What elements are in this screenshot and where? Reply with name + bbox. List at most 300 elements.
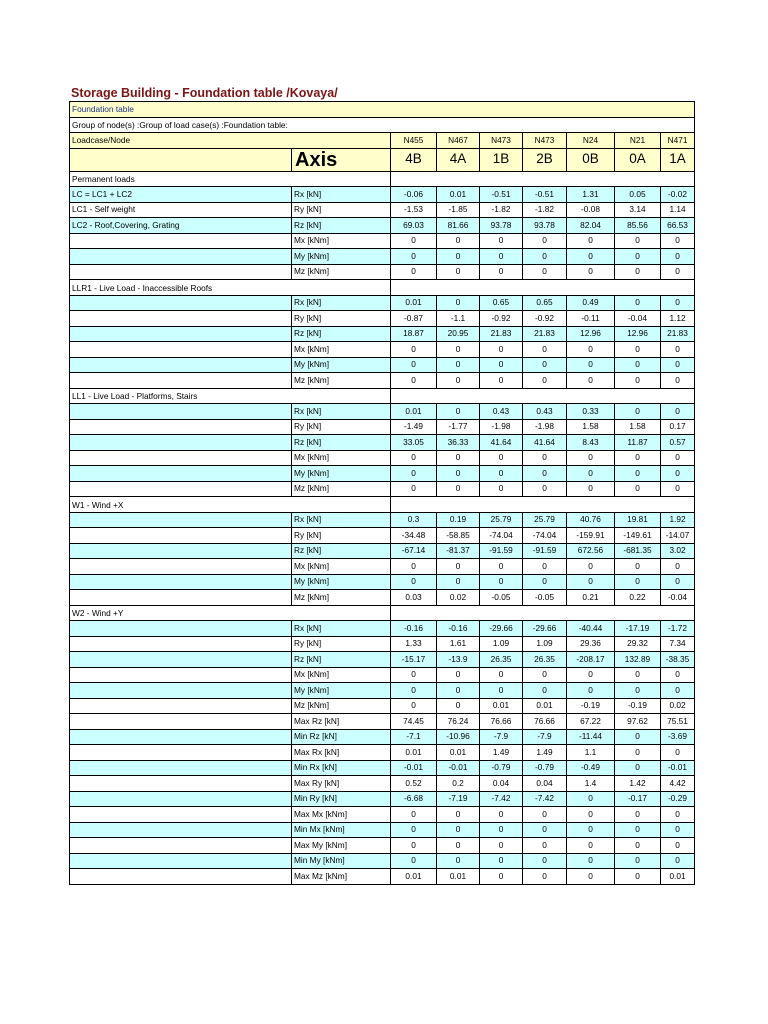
table-row bbox=[70, 311, 695, 327]
summary-value-cell: 0 bbox=[437, 807, 480, 823]
load-case-label bbox=[70, 326, 292, 342]
summary-value-cell: 4.42 bbox=[661, 776, 695, 792]
value-cell: 0 bbox=[523, 264, 567, 280]
value-cell: 69.03 bbox=[391, 218, 437, 234]
value-cell: 0 bbox=[615, 357, 661, 373]
document-title: Storage Building - Foundation table /Kovaya/ bbox=[71, 86, 338, 100]
value-cell: 0 bbox=[523, 574, 567, 590]
value-cell: 20.95 bbox=[437, 326, 480, 342]
summary-value-cell: 0 bbox=[567, 853, 615, 869]
summary-param-label: Max Ry [kN] bbox=[292, 776, 391, 792]
param-label: Rx [kN] bbox=[292, 621, 391, 637]
node-header-row bbox=[70, 133, 695, 149]
summary-param-label: Min Rz [kN] bbox=[292, 729, 391, 745]
value-cell: 25.79 bbox=[480, 512, 523, 528]
value-cell: 0 bbox=[437, 233, 480, 249]
value-cell: 0.43 bbox=[480, 404, 523, 420]
load-case-label bbox=[70, 466, 292, 482]
value-cell: 0 bbox=[437, 667, 480, 683]
summary-value-cell: 0 bbox=[615, 729, 661, 745]
value-cell: -91.59 bbox=[480, 543, 523, 559]
summary-row bbox=[70, 760, 695, 776]
group-line: Group of node(s) :Group of load case(s) :Foundation table: bbox=[70, 117, 695, 133]
load-case-label bbox=[70, 264, 292, 280]
value-cell: -81.37 bbox=[437, 543, 480, 559]
table-row bbox=[70, 450, 695, 466]
param-label: Mx [kNm] bbox=[292, 233, 391, 249]
value-cell: 0 bbox=[615, 559, 661, 575]
load-case-label bbox=[70, 574, 292, 590]
value-cell: 0 bbox=[523, 450, 567, 466]
value-cell: 0 bbox=[567, 450, 615, 466]
table-caption: Foundation table bbox=[70, 102, 695, 118]
value-cell: -0.16 bbox=[437, 621, 480, 637]
summary-value-cell: 0.01 bbox=[391, 869, 437, 885]
axis-value: 4A bbox=[437, 148, 480, 171]
summary-value-cell: 76.66 bbox=[523, 714, 567, 730]
axis-value: 0A bbox=[615, 148, 661, 171]
summary-row bbox=[70, 869, 695, 885]
table-row bbox=[70, 698, 695, 714]
value-cell: 0.01 bbox=[480, 698, 523, 714]
value-cell: 0 bbox=[661, 466, 695, 482]
value-cell: 0 bbox=[615, 481, 661, 497]
table-row bbox=[70, 481, 695, 497]
value-cell: -0.06 bbox=[391, 187, 437, 203]
summary-value-cell: 0 bbox=[615, 807, 661, 823]
summary-value-cell: 0 bbox=[480, 853, 523, 869]
summary-param-label: Max Rx [kN] bbox=[292, 745, 391, 761]
section-header-row bbox=[70, 497, 695, 513]
value-cell: 1.92 bbox=[661, 512, 695, 528]
load-case-title: LL1 - Live Load - Platforms, Stairs bbox=[70, 388, 391, 404]
param-label: My [kNm] bbox=[292, 249, 391, 265]
value-cell: 0.33 bbox=[567, 404, 615, 420]
value-cell: 0 bbox=[523, 481, 567, 497]
value-cell: -1.85 bbox=[437, 202, 480, 218]
value-cell: 0 bbox=[567, 233, 615, 249]
table-row bbox=[70, 419, 695, 435]
value-cell: 0 bbox=[661, 683, 695, 699]
table-row bbox=[70, 295, 695, 311]
summary-value-cell: 0 bbox=[615, 745, 661, 761]
value-cell: 81.66 bbox=[437, 218, 480, 234]
load-case-label bbox=[70, 652, 292, 668]
summary-value-cell: -7.1 bbox=[391, 729, 437, 745]
table-row bbox=[70, 543, 695, 559]
value-cell: 8.43 bbox=[567, 435, 615, 451]
value-cell: 0 bbox=[567, 574, 615, 590]
value-cell: 0 bbox=[391, 683, 437, 699]
param-label: Ry [kN] bbox=[292, 202, 391, 218]
value-cell: 26.35 bbox=[480, 652, 523, 668]
load-case-label bbox=[70, 621, 292, 637]
summary-value-cell: 0 bbox=[480, 807, 523, 823]
value-cell: 0 bbox=[661, 373, 695, 389]
value-cell: -40.44 bbox=[567, 621, 615, 637]
param-label: Ry [kN] bbox=[292, 311, 391, 327]
value-cell: 36.33 bbox=[437, 435, 480, 451]
summary-value-cell: -0.49 bbox=[567, 760, 615, 776]
summary-value-cell: 0 bbox=[567, 869, 615, 885]
summary-value-cell: -11.44 bbox=[567, 729, 615, 745]
value-cell: -0.87 bbox=[391, 311, 437, 327]
value-cell: 0.3 bbox=[391, 512, 437, 528]
param-label: Mx [kNm] bbox=[292, 342, 391, 358]
value-cell: -13.9 bbox=[437, 652, 480, 668]
value-cell: 19.81 bbox=[615, 512, 661, 528]
value-cell: 85.56 bbox=[615, 218, 661, 234]
summary-value-cell: 0 bbox=[391, 822, 437, 838]
value-cell: 1.61 bbox=[437, 636, 480, 652]
summary-empty bbox=[70, 869, 292, 885]
summary-value-cell: 0 bbox=[567, 822, 615, 838]
foundation-table bbox=[69, 101, 695, 885]
value-cell: 0 bbox=[567, 481, 615, 497]
load-case-label bbox=[70, 357, 292, 373]
table-row bbox=[70, 404, 695, 420]
param-label: My [kNm] bbox=[292, 683, 391, 699]
value-cell: 0 bbox=[391, 249, 437, 265]
load-case-label bbox=[70, 404, 292, 420]
summary-value-cell: 0 bbox=[567, 807, 615, 823]
value-cell: 0.02 bbox=[661, 698, 695, 714]
value-cell: 12.96 bbox=[615, 326, 661, 342]
summary-value-cell: 0 bbox=[615, 838, 661, 854]
value-cell: 0 bbox=[523, 233, 567, 249]
summary-value-cell: 74.45 bbox=[391, 714, 437, 730]
table-row bbox=[70, 667, 695, 683]
value-cell: -0.08 bbox=[567, 202, 615, 218]
summary-row bbox=[70, 745, 695, 761]
summary-value-cell: 0.52 bbox=[391, 776, 437, 792]
summary-empty bbox=[70, 853, 292, 869]
value-cell: 29.36 bbox=[567, 636, 615, 652]
node-id: N455 bbox=[391, 133, 437, 149]
value-cell: 0 bbox=[480, 574, 523, 590]
table-row bbox=[70, 528, 695, 544]
value-cell: 0 bbox=[615, 295, 661, 311]
param-label: Rx [kN] bbox=[292, 295, 391, 311]
value-cell: 0 bbox=[480, 667, 523, 683]
value-cell: 0 bbox=[480, 264, 523, 280]
value-cell: 0 bbox=[567, 264, 615, 280]
value-cell: 0 bbox=[661, 481, 695, 497]
value-cell: 0 bbox=[615, 683, 661, 699]
value-cell: -58.85 bbox=[437, 528, 480, 544]
summary-empty bbox=[70, 822, 292, 838]
param-label: Ry [kN] bbox=[292, 636, 391, 652]
value-cell: 0 bbox=[567, 357, 615, 373]
summary-value-cell: 1.1 bbox=[567, 745, 615, 761]
value-cell: -149.61 bbox=[615, 528, 661, 544]
value-cell: 0 bbox=[437, 559, 480, 575]
table-row bbox=[70, 326, 695, 342]
summary-value-cell: 0 bbox=[437, 853, 480, 869]
value-cell: -74.04 bbox=[480, 528, 523, 544]
axis-value: 4B bbox=[391, 148, 437, 171]
load-case-label bbox=[70, 373, 292, 389]
value-cell: 0 bbox=[523, 373, 567, 389]
value-cell: -0.16 bbox=[391, 621, 437, 637]
value-cell: 93.78 bbox=[523, 218, 567, 234]
summary-value-cell: 0 bbox=[523, 869, 567, 885]
value-cell: -91.59 bbox=[523, 543, 567, 559]
value-cell: 0 bbox=[567, 342, 615, 358]
summary-value-cell: 0 bbox=[523, 853, 567, 869]
value-cell: 0 bbox=[523, 667, 567, 683]
value-cell: 0 bbox=[661, 667, 695, 683]
value-cell: -1.82 bbox=[480, 202, 523, 218]
summary-row bbox=[70, 791, 695, 807]
value-cell: -1.98 bbox=[480, 419, 523, 435]
summary-value-cell: -7.42 bbox=[523, 791, 567, 807]
summary-param-label: Min Rx [kN] bbox=[292, 760, 391, 776]
param-label: Ry [kN] bbox=[292, 419, 391, 435]
summary-row bbox=[70, 807, 695, 823]
summary-value-cell: -0.79 bbox=[523, 760, 567, 776]
value-cell: 3.14 bbox=[615, 202, 661, 218]
param-label: Rz [kN] bbox=[292, 435, 391, 451]
value-cell: 0 bbox=[391, 233, 437, 249]
param-label: Rx [kN] bbox=[292, 512, 391, 528]
value-cell: 0 bbox=[615, 342, 661, 358]
load-case-label bbox=[70, 528, 292, 544]
value-cell: 0 bbox=[615, 450, 661, 466]
value-cell: 0 bbox=[480, 450, 523, 466]
load-case-label bbox=[70, 295, 292, 311]
value-cell: 672.56 bbox=[567, 543, 615, 559]
param-label: Rx [kN] bbox=[292, 404, 391, 420]
value-cell: -0.11 bbox=[567, 311, 615, 327]
summary-value-cell: 0 bbox=[437, 838, 480, 854]
value-cell: -67.14 bbox=[391, 543, 437, 559]
value-cell: 0.03 bbox=[391, 590, 437, 606]
table-row bbox=[70, 187, 695, 203]
summary-value-cell: -7.42 bbox=[480, 791, 523, 807]
table-row bbox=[70, 512, 695, 528]
summary-value-cell: 0.04 bbox=[480, 776, 523, 792]
load-case-label bbox=[70, 543, 292, 559]
summary-value-cell: -10.96 bbox=[437, 729, 480, 745]
load-case-title: LLR1 - Live Load - Inaccessible Roofs bbox=[70, 280, 391, 296]
value-cell: 3.02 bbox=[661, 543, 695, 559]
summary-value-cell: 0 bbox=[391, 807, 437, 823]
value-cell: -0.51 bbox=[480, 187, 523, 203]
value-cell: 0 bbox=[391, 667, 437, 683]
axis-value: 1B bbox=[480, 148, 523, 171]
value-cell: -0.05 bbox=[523, 590, 567, 606]
value-cell: 0 bbox=[391, 574, 437, 590]
value-cell: 0 bbox=[437, 404, 480, 420]
value-cell: 1.58 bbox=[567, 419, 615, 435]
summary-empty bbox=[70, 776, 292, 792]
node-id: N471 bbox=[661, 133, 695, 149]
table-row bbox=[70, 621, 695, 637]
value-cell: 0 bbox=[615, 466, 661, 482]
summary-value-cell: -0.01 bbox=[661, 760, 695, 776]
value-cell: 0 bbox=[391, 466, 437, 482]
value-cell: 0.05 bbox=[615, 187, 661, 203]
value-cell: -1.53 bbox=[391, 202, 437, 218]
summary-value-cell: -0.17 bbox=[615, 791, 661, 807]
value-cell: 1.31 bbox=[567, 187, 615, 203]
value-cell: 0 bbox=[480, 233, 523, 249]
value-cell: 0.57 bbox=[661, 435, 695, 451]
value-cell: 93.78 bbox=[480, 218, 523, 234]
value-cell: 0 bbox=[391, 342, 437, 358]
summary-value-cell: 0 bbox=[567, 838, 615, 854]
load-case-title: Permanent loads bbox=[70, 171, 391, 187]
value-cell: 0 bbox=[661, 295, 695, 311]
value-cell: 33.05 bbox=[391, 435, 437, 451]
section-spacer bbox=[391, 605, 695, 621]
value-cell: -0.04 bbox=[615, 311, 661, 327]
value-cell: 0.01 bbox=[391, 404, 437, 420]
summary-value-cell: 0 bbox=[523, 838, 567, 854]
value-cell: 0 bbox=[437, 264, 480, 280]
value-cell: 1.09 bbox=[523, 636, 567, 652]
summary-value-cell: -6.68 bbox=[391, 791, 437, 807]
table-row bbox=[70, 373, 695, 389]
value-cell: 0 bbox=[437, 481, 480, 497]
summary-value-cell: -0.01 bbox=[391, 760, 437, 776]
value-cell: 0.22 bbox=[615, 590, 661, 606]
value-cell: 0 bbox=[615, 404, 661, 420]
summary-row bbox=[70, 776, 695, 792]
value-cell: 1.09 bbox=[480, 636, 523, 652]
value-cell: -34.48 bbox=[391, 528, 437, 544]
group-row bbox=[70, 117, 695, 133]
load-case-label bbox=[70, 311, 292, 327]
summary-empty bbox=[70, 760, 292, 776]
section-spacer bbox=[391, 497, 695, 513]
section-header-row bbox=[70, 280, 695, 296]
value-cell: 41.64 bbox=[480, 435, 523, 451]
table-row bbox=[70, 218, 695, 234]
summary-value-cell: 0 bbox=[615, 869, 661, 885]
value-cell: 0 bbox=[615, 667, 661, 683]
param-label: Rz [kN] bbox=[292, 543, 391, 559]
summary-empty bbox=[70, 714, 292, 730]
value-cell: 0 bbox=[661, 574, 695, 590]
value-cell: -1.72 bbox=[661, 621, 695, 637]
value-cell: 0 bbox=[615, 233, 661, 249]
value-cell: 0 bbox=[391, 264, 437, 280]
summary-param-label: Min Ry [kN] bbox=[292, 791, 391, 807]
summary-row bbox=[70, 838, 695, 854]
value-cell: 0 bbox=[391, 450, 437, 466]
node-id: N473 bbox=[523, 133, 567, 149]
summary-value-cell: 0 bbox=[661, 822, 695, 838]
value-cell: 0 bbox=[615, 264, 661, 280]
summary-value-cell: 0.2 bbox=[437, 776, 480, 792]
summary-row bbox=[70, 729, 695, 745]
load-case-title: W1 - Wind +X bbox=[70, 497, 391, 513]
table-row bbox=[70, 636, 695, 652]
summary-value-cell: -7.9 bbox=[480, 729, 523, 745]
value-cell: -0.02 bbox=[661, 187, 695, 203]
value-cell: 0 bbox=[567, 559, 615, 575]
param-label: Mz [kNm] bbox=[292, 590, 391, 606]
summary-value-cell: 1.49 bbox=[523, 745, 567, 761]
load-case-label: LC2 - Roof,Covering, Grating bbox=[70, 218, 292, 234]
axis-value: 2B bbox=[523, 148, 567, 171]
summary-value-cell: 97.62 bbox=[615, 714, 661, 730]
axis-empty bbox=[70, 148, 292, 171]
value-cell: -1.49 bbox=[391, 419, 437, 435]
value-cell: 1.58 bbox=[615, 419, 661, 435]
value-cell: -0.19 bbox=[615, 698, 661, 714]
value-cell: 1.12 bbox=[661, 311, 695, 327]
value-cell: 0 bbox=[480, 342, 523, 358]
summary-value-cell: 0.01 bbox=[391, 745, 437, 761]
table-row bbox=[70, 574, 695, 590]
value-cell: 0.01 bbox=[523, 698, 567, 714]
load-case-label bbox=[70, 249, 292, 265]
summary-param-label: Max Rz [kN] bbox=[292, 714, 391, 730]
value-cell: 0 bbox=[661, 404, 695, 420]
load-case-label: LC1 - Self weight bbox=[70, 202, 292, 218]
summary-value-cell: 0 bbox=[480, 869, 523, 885]
value-cell: -208.17 bbox=[567, 652, 615, 668]
value-cell: 0.19 bbox=[437, 512, 480, 528]
value-cell: -29.66 bbox=[480, 621, 523, 637]
value-cell: -1.82 bbox=[523, 202, 567, 218]
table-row bbox=[70, 590, 695, 606]
section-spacer bbox=[391, 280, 695, 296]
load-case-label bbox=[70, 233, 292, 249]
value-cell: 0.65 bbox=[480, 295, 523, 311]
summary-value-cell: 75.51 bbox=[661, 714, 695, 730]
value-cell: 0 bbox=[391, 698, 437, 714]
summary-value-cell: 0 bbox=[661, 853, 695, 869]
value-cell: -0.92 bbox=[523, 311, 567, 327]
value-cell: 0.01 bbox=[437, 187, 480, 203]
value-cell: 0 bbox=[437, 466, 480, 482]
axis-label: Axis bbox=[292, 148, 391, 171]
value-cell: 0 bbox=[437, 574, 480, 590]
summary-value-cell: 0 bbox=[437, 822, 480, 838]
value-cell: 11.87 bbox=[615, 435, 661, 451]
value-cell: 0 bbox=[661, 233, 695, 249]
value-cell: 1.14 bbox=[661, 202, 695, 218]
param-label: Mz [kNm] bbox=[292, 698, 391, 714]
summary-value-cell: 0 bbox=[391, 838, 437, 854]
value-cell: 0 bbox=[523, 249, 567, 265]
value-cell: 0 bbox=[523, 342, 567, 358]
summary-value-cell: 0 bbox=[661, 838, 695, 854]
section-spacer bbox=[391, 388, 695, 404]
summary-param-label: Max Mz [kNm] bbox=[292, 869, 391, 885]
value-cell: 21.83 bbox=[480, 326, 523, 342]
node-id: N467 bbox=[437, 133, 480, 149]
value-cell: 7.34 bbox=[661, 636, 695, 652]
value-cell: -159.91 bbox=[567, 528, 615, 544]
value-cell: -0.04 bbox=[661, 590, 695, 606]
value-cell: 29.32 bbox=[615, 636, 661, 652]
caption-row bbox=[70, 102, 695, 118]
value-cell: 0 bbox=[437, 450, 480, 466]
summary-value-cell: 0 bbox=[480, 838, 523, 854]
value-cell: -1.98 bbox=[523, 419, 567, 435]
value-cell: -0.19 bbox=[567, 698, 615, 714]
summary-empty bbox=[70, 745, 292, 761]
value-cell: 0 bbox=[661, 450, 695, 466]
value-cell: 0 bbox=[661, 264, 695, 280]
value-cell: 0 bbox=[567, 249, 615, 265]
value-cell: 0 bbox=[567, 373, 615, 389]
